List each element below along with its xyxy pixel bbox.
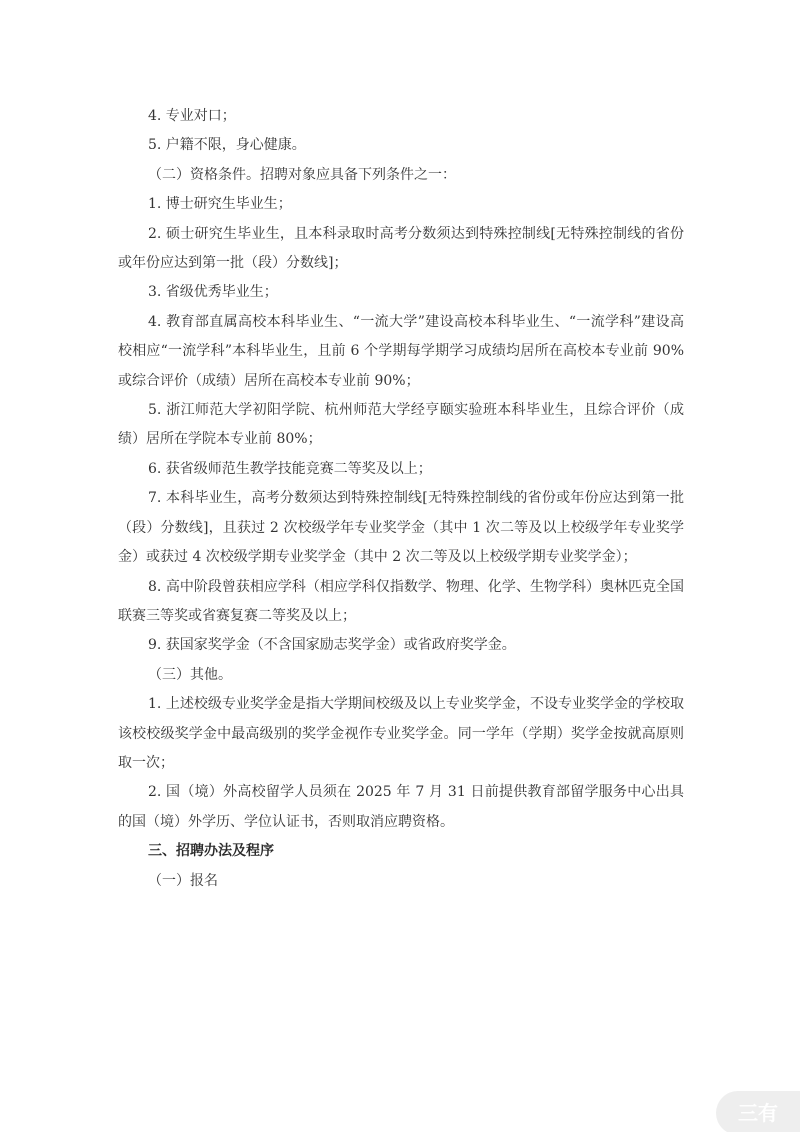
list-item-household-health: 5. 户籍不限，身心健康。 xyxy=(148,137,306,154)
condition-item-7: 7. 本科毕业生，高考分数须达到特殊控制线[无特殊控制线的省份或年份应达到第一批（段）分数线]，且获过 2 次校级学年专业奖学金（其中 1 次二等及以上校级学年专业奖学金）或获过 4 次校级学期专业奖学金（其中 2 次二等及以上校级学期专业奖学金）； xyxy=(118,490,684,566)
condition-item-5: 5. 浙江师范大学初阳学院、杭州师范大学经亨颐实验班本科毕业生，且综合评价（成绩）居所在学院本专业前 80%； xyxy=(118,402,684,448)
list-item-specialty-match: 4. 专业对口； xyxy=(148,108,236,124)
section-heading-recruitment-procedure: 三、招聘办法及程序 xyxy=(148,843,274,860)
section-other: （三）其他。 xyxy=(148,666,232,683)
condition-item-6: 6. 获省级师范生教学技能竞赛二等奖及以上； xyxy=(148,460,432,477)
condition-item-9: 9. 获国家奖学金（不含国家励志奖学金）或省政府奖学金。 xyxy=(148,637,516,654)
condition-item-3: 3. 省级优秀毕业生； xyxy=(148,284,278,301)
condition-item-2: 2. 硕士研究生毕业生，且本科录取时高考分数须达到特殊控制线[无特殊控制线的省份或年份应达到第一批（段）分数线]； xyxy=(118,225,684,272)
subsection-registration: （一）报名 xyxy=(148,872,218,889)
section-qualification-conditions: （二）资格条件。招聘对象应具备下列条件之一： xyxy=(148,166,456,183)
condition-item-8: 8. 高中阶段曾获相应学科（相应学科仅指数学、物理、化学、生物学科）奥林匹克全国联赛三等奖或省赛复赛二等奖及以上； xyxy=(118,578,684,624)
watermark-logo: 三有 xyxy=(716,1091,800,1132)
other-item-2: 2. 国（境）外高校留学人员须在 2025 年 7 月 31 日前提供教育部留学服务中心出具的国（境）外学历、学位认证书，否则取消应聘资格。 xyxy=(118,784,684,830)
condition-item-4: 4. 教育部直属高校本科毕业生、“一流大学”建设高校本科毕业生、“一流学科”建设高校相应“一流学科”本科毕业生，且前 6 个学期每学期学习成绩均居所在高校本专业前 90%或综合评价（成绩）居所在高校本专业前 90%； xyxy=(118,313,684,389)
condition-item-1: 1. 博士研究生毕业生； xyxy=(148,196,292,213)
other-item-1: 1. 上述校级专业奖学金是指大学期间校级及以上专业奖学金，不设专业奖学金的学校取该校校级奖学金中最高级别的奖学金视作专业奖学金。同一学年（学期）奖学金按就高原则取一次； xyxy=(118,696,684,771)
document-body xyxy=(118,102,684,896)
